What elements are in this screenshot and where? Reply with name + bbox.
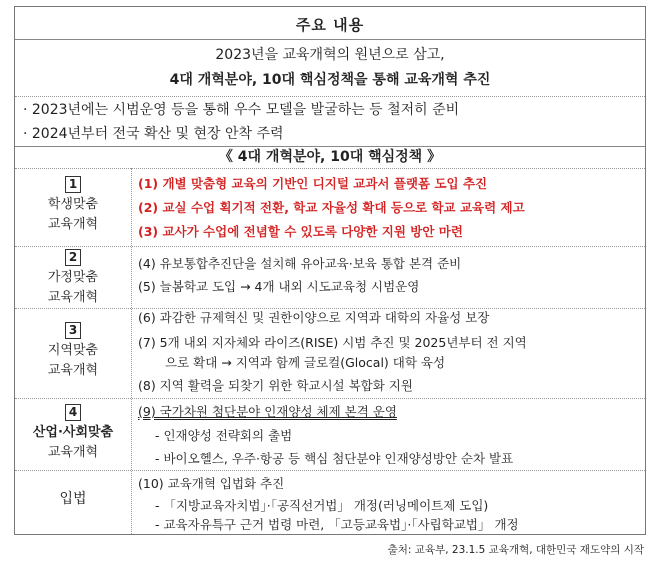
area-name: 교육개혁 bbox=[47, 290, 99, 305]
area-name: 가정맞춤 bbox=[47, 270, 99, 285]
area-name: 교육개혁 bbox=[47, 445, 99, 460]
divider bbox=[15, 168, 645, 169]
divider bbox=[15, 470, 645, 471]
policy-item: (7) 5개 내외 지자체와 라이즈(RISE) 시범 추진 및 2025년부터 전 지역 bbox=[138, 335, 527, 350]
bullet-2: · 2024년부터 전국 확산 및 현장 안착 주력 bbox=[23, 126, 284, 142]
area-number-badge: 3 bbox=[65, 322, 81, 339]
policy-item: (9) 국가차원 첨단분야 인재양성 체제 본격 운영 bbox=[138, 404, 397, 419]
policy-item: (4) 유보통합추진단을 설치해 유아교육·보육 통합 본격 준비 bbox=[138, 256, 462, 271]
area-2-label bbox=[15, 248, 131, 308]
area-name: 산업·사회맞춤 bbox=[32, 425, 114, 440]
area-number-badge: 4 bbox=[65, 404, 81, 421]
divider bbox=[15, 96, 645, 97]
section-header: 《 4대 개혁분야, 10대 핵심정책 》 bbox=[218, 149, 442, 165]
area-4-label bbox=[15, 403, 131, 463]
column-divider bbox=[131, 168, 132, 534]
policy-sub-item: - 인재양성 전략회의 출범 bbox=[155, 428, 293, 443]
policy-item-continued: 으로 확대 → 지역과 함께 글로컬(Glocal) 대학 육성 bbox=[165, 355, 446, 370]
policy-item: (10) 교육개혁 입법화 추진 bbox=[138, 476, 285, 491]
divider bbox=[15, 39, 645, 40]
area-name: 교육개혁 bbox=[47, 217, 99, 232]
area-name: 교육개혁 bbox=[47, 363, 99, 378]
intro-line-2: 4대 개혁분야, 10대 핵심정책을 통해 교육개혁 추진 bbox=[169, 72, 491, 88]
divider bbox=[15, 398, 645, 399]
intro-line-1: 2023년을 교육개혁의 원년으로 삼고, bbox=[215, 47, 445, 63]
policy-item: (8) 지역 활력을 되찾기 위한 학교시설 복합화 지원 bbox=[138, 378, 413, 393]
policy-sub-item: - 교육자유특구 근거 법령 마련, 「고등교육법」·「사립학교법」 개정 bbox=[155, 517, 519, 532]
source-citation: 출처: 교육부, 23.1.5 교육개혁, 대한민국 재도약의 시작 bbox=[387, 544, 644, 556]
policy-item: (1) 개별 맞춤형 교육의 기반인 디지털 교과서 플랫폼 도입 추진 bbox=[138, 176, 488, 191]
policy-item: (6) 과감한 규제혁신 및 권한이양으로 지역과 대학의 자율성 보장 bbox=[138, 310, 490, 325]
area-number-badge: 1 bbox=[65, 176, 81, 193]
area-name: 학생맞춤 bbox=[47, 197, 99, 212]
area-name: 지역맞춤 bbox=[47, 343, 99, 358]
area-1-label bbox=[15, 175, 131, 235]
area-number-badge: 2 bbox=[65, 249, 81, 266]
policy-sub-item: - 「지방교육자치법」·「공직선거법」 개정(러닝메이트제 도입) bbox=[155, 498, 489, 513]
area-3-label bbox=[15, 321, 131, 381]
policy-sub-item: - 바이오헬스, 우주·항공 등 핵심 첨단분야 인재양성방안 순차 발표 bbox=[155, 451, 514, 466]
box-title: 주요 내용 bbox=[295, 16, 365, 34]
summary-box bbox=[14, 6, 646, 535]
policy-item: (3) 교사가 수업에 전념할 수 있도록 다양한 지원 방안 마련 bbox=[138, 224, 463, 239]
policy-item: (5) 늘봄학교 도입 → 4개 내외 시도교육청 시범운영 bbox=[138, 279, 420, 294]
divider bbox=[15, 246, 645, 247]
bullet-1: · 2023년에는 시범운영 등을 통해 우수 모델을 발굴하는 등 철저히 준비 bbox=[23, 102, 460, 118]
policy-item: (2) 교실 수업 획기적 전환, 학교 자율성 확대 등으로 학교 교육력 제고 bbox=[138, 200, 525, 215]
legislation-label: 입법 bbox=[59, 491, 87, 507]
